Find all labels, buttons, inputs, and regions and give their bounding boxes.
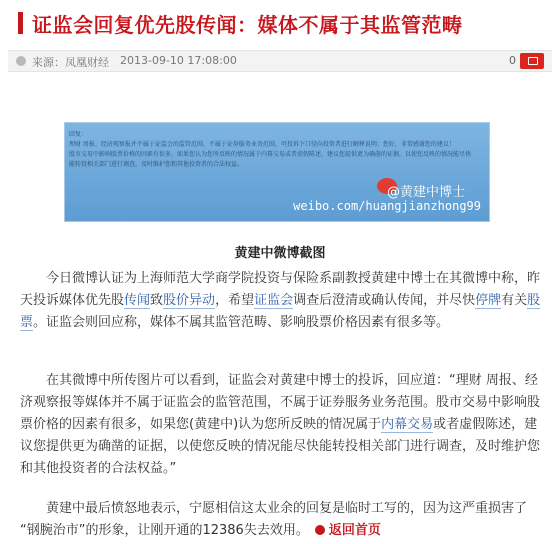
screenshot-watermark-url: weibo.com/huangjianzhong99 xyxy=(293,199,481,213)
paragraph-line xyxy=(20,414,544,436)
weibo-screenshot-image xyxy=(64,122,490,222)
text-span: 调查后澄清或确认传闻，并尽快 xyxy=(293,293,476,308)
paragraph-2 xyxy=(20,370,544,480)
paragraph-line: 议您提供更为确凿的证据，以使您反映的情况能尽快能转投相关部门进行调查，及时维护您 xyxy=(20,439,541,454)
article-meta-bar xyxy=(8,50,552,72)
screenshot-text-line: 回复： xyxy=(69,131,88,138)
home-icon xyxy=(315,525,325,535)
link-stock[interactable]: 股 xyxy=(527,293,541,308)
text-span: 有关 xyxy=(501,293,528,308)
screenshot-text-line: 能转投相关部门进行调查，及时维护您和其他投资者的合法权益。 xyxy=(69,161,244,168)
screenshot-text-line: 理财 周报、经济观察报并不属于证监会的监管范围，不属于证券服务业务范围，可投诉下口径向投资者进行解释说明；您好，非常感谢您的建议！ xyxy=(69,141,455,148)
text-span: 致 xyxy=(150,293,164,308)
paragraph-3 xyxy=(20,498,544,542)
paragraph-line: 黄建中最后愤怒地表示，宁愿相信这太业余的回复是临时工写的，因为这严重损害了 xyxy=(46,501,528,516)
comment-count: 0 xyxy=(509,54,516,67)
article-title: 证监会回复优先股传闻：媒体不属于其监管范畴 xyxy=(32,13,463,37)
back-to-home-link[interactable]: 返回首页 xyxy=(328,523,381,538)
article-source: 来源：凤凰财经 xyxy=(32,56,109,69)
screenshot-text-line: 股市交易中影响股票价格的因素有很多，如果您认为您所反映的情况属于内幕交易或者虚假陈述，建议您提供更为确凿的证据，以使您反映的情况能尽快 xyxy=(69,151,472,158)
text-span: 票价格的因素有很多，如果您(黄建中)认为您所反映的情况属于 xyxy=(20,417,382,432)
paragraph-line: 在其微博中所传图片可以看到，证监会对黄建中博士的投诉，回应道：“理财 周报、经 xyxy=(46,373,538,388)
link-stock-price-anomaly[interactable]: 股价异动 xyxy=(163,293,216,308)
article-header xyxy=(0,0,560,44)
source-icon xyxy=(16,56,26,66)
article-time: 2013-09-10 17:08:00 xyxy=(120,54,237,67)
paragraph-1 xyxy=(20,268,544,334)
link-csrc[interactable]: 证监会 xyxy=(254,293,294,308)
paragraph-line xyxy=(20,312,544,334)
paragraph-line xyxy=(20,290,544,312)
text-span: 或者虚假陈述，建 xyxy=(433,417,538,432)
text-span: ，希望 xyxy=(215,293,255,308)
paragraph-line: 济观察报等媒体并不属于证监会的监管范围，不属于证券服务业务范围。股市交易中影响股 xyxy=(20,395,541,410)
paragraph-line: 和其他投资者的合法权益。” xyxy=(20,461,177,476)
paragraph-line: 今日微博认证为上海师范大学商学院投资与保险系副教授黄建中博士在其微博中称，昨 xyxy=(46,271,541,286)
image-caption: 黄建中微博截图 xyxy=(234,246,326,261)
link-suspension[interactable]: 停牌 xyxy=(475,293,502,308)
link-rumor[interactable]: 传闻 xyxy=(124,293,151,308)
link-insider-trading[interactable]: 内幕交易 xyxy=(381,417,434,432)
text-span: 天投诉媒体优先股 xyxy=(20,293,125,308)
comment-button[interactable] xyxy=(520,53,544,69)
screenshot-watermark-name: @黄建中博士 xyxy=(386,185,465,200)
link-stock-cont[interactable]: 票 xyxy=(20,315,34,330)
paragraph-line xyxy=(20,520,544,542)
text-span: 。证监会则回应称，媒体不属其监管范畴、影响股票价格因素有很多等。 xyxy=(33,315,450,330)
text-span: “钢腕治市”的形象，让刚开通的12386失去效用。 xyxy=(20,523,309,538)
title-accent-bar xyxy=(18,12,23,34)
